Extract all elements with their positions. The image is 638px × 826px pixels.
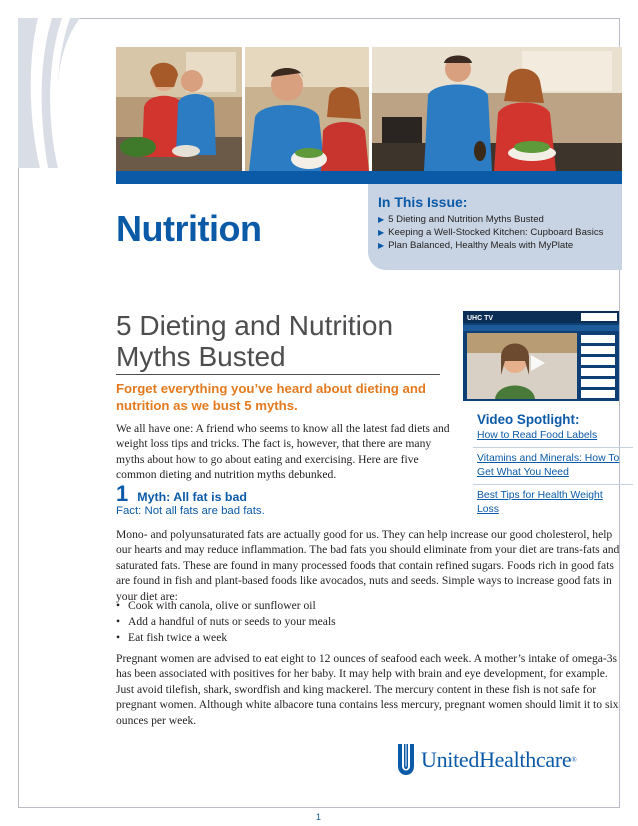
bullet-dot-icon: • — [116, 599, 121, 612]
article-subhead: Forget everything you’ve heard about dieting and nutrition as we bust 5 myths. — [116, 381, 426, 413]
body-paragraph-2: Pregnant women are advised to eat eight to 12 ounces of seafood each week. A mother’s intake of omega-3s has been associated with positives for her baby. It may help with brain and eye development, for example. Just avoid tilefish, shark, swordfish and king mackerel. The mercury content in these fish is not safe for pregnant women. Although white albacore tuna contains less mercury, pregnant women should limit it to six ounces per week. — [116, 652, 619, 727]
myth-heading-row — [116, 481, 247, 507]
triangle-bullet-icon: ▶ — [378, 228, 385, 237]
triangle-bullet-icon: ▶ — [378, 241, 385, 250]
video-brand-label: UHC TV — [467, 315, 494, 322]
section-title: Nutrition — [116, 208, 262, 249]
intro-paragraph: We all have one: A friend who seems to know all the latest fad diets and weight loss tips and tricks. The fact is, however, that there are many myths about how to go about eating and exercising. Here are five common dieting and nutrition myths debunked. — [116, 422, 450, 482]
decorative-swoosh — [18, 18, 98, 168]
uhc-logo-icon — [396, 742, 416, 778]
bullet-dot-icon: • — [116, 615, 121, 628]
myth-fact: Fact: Not all fats are bad fats. — [116, 505, 265, 517]
video-link-vitamins-minerals[interactable]: Vitamins and Minerals: How To Get What You Need — [477, 453, 620, 478]
myth-heading: Myth: All fat is bad — [137, 490, 247, 504]
list-item: • Add a handful of nuts or seeds to your meals — [116, 615, 336, 628]
in-this-issue-heading: In This Issue: — [378, 194, 468, 210]
video-spotlight — [477, 412, 627, 521]
myth-number: 1 — [116, 481, 129, 506]
list-item: • Eat fish twice a week — [116, 631, 228, 644]
photo-couple-cooking-left — [116, 47, 242, 171]
video-link-food-labels[interactable]: How to Read Food Labels — [477, 430, 598, 441]
page-number: 1 — [316, 812, 322, 822]
body-paragraph-1: Mono- and polyunsaturated fats are actually good for us. They can help increase our good cholesterol, help our hearts and may reduce inflammation. The bad fats you should eliminate from your diet are trans-fats and saturated fats. These are found in many processed foods that contain refined sugars. Foods rich in good fats are found in fish and plant-based foods like avocados, nuts and seeds. Simple ways to increase good fats in your diet are: — [116, 528, 620, 603]
photo-couple-cooking-right — [372, 47, 622, 171]
issue-item[interactable]: ▶ Plan Balanced, Healthy Meals with MyPlate — [378, 240, 574, 251]
video-thumbnail[interactable] — [463, 311, 619, 401]
bullet-dot-icon: • — [116, 631, 121, 644]
header-photo-strip — [116, 47, 622, 171]
link-divider — [473, 447, 633, 448]
logo-registered-mark: ® — [571, 756, 577, 764]
issue-item[interactable]: ▶ 5 Dieting and Nutrition Myths Busted — [378, 214, 544, 225]
article-title: 5 Dieting and Nutrition Myths Busted — [116, 310, 394, 372]
title-divider — [116, 374, 440, 375]
video-link-weight-loss[interactable]: Best Tips for Health Weight Loss — [477, 490, 603, 515]
triangle-bullet-icon: ▶ — [378, 215, 385, 224]
issue-item[interactable]: ▶ Keeping a Well-Stocked Kitchen: Cupboard Basics — [378, 227, 604, 238]
in-this-issue-box — [368, 184, 622, 270]
photo-couple-cooking-center — [245, 47, 369, 171]
bullet-list — [116, 598, 616, 646]
logo-wordmark: UnitedHealthcare — [421, 747, 572, 772]
link-divider — [473, 484, 633, 485]
list-item: • Cook with canola, olive or sunflower oil — [116, 599, 316, 612]
unitedhealthcare-logo — [396, 742, 577, 778]
header-blue-bar — [116, 171, 622, 184]
video-spotlight-heading: Video Spotlight: — [477, 412, 580, 427]
